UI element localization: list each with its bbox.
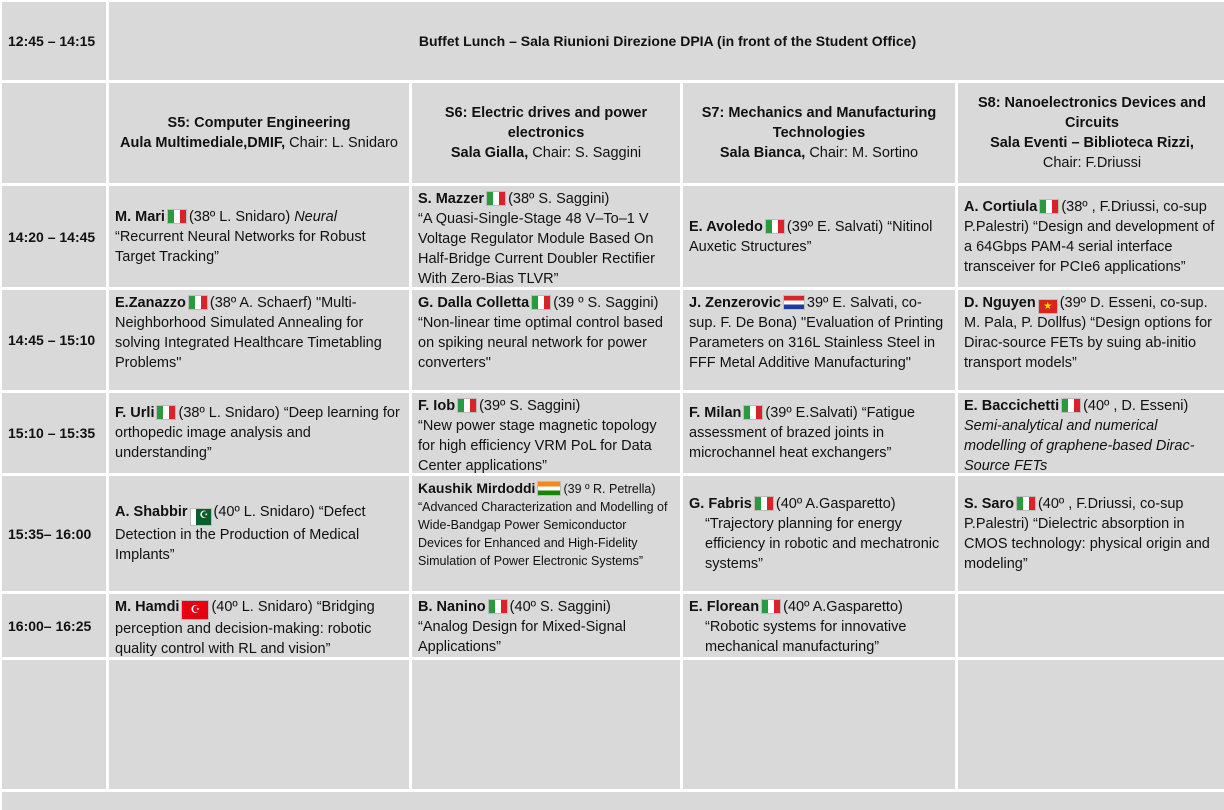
speaker-name: M. Mari [115,208,165,225]
session-title: S6: Electric drives and power electronics [444,105,648,141]
talk-cell [412,290,680,390]
italy-flag-icon [1062,399,1080,412]
session-room: Sala Bianca, [719,145,806,161]
session-title: S7: Mechanics and Manufacturing Technologies [701,105,937,141]
talk-info: (39º E. Salvati) [786,218,884,235]
talk-info: (39º E.Salvati) [765,405,858,421]
talk-cell [683,476,955,591]
talk-title: “Trajectory planning for energy efficiency in robotic and mechatronic systems” [705,515,940,572]
talk-info: (39º D. Esseni, co-sup. M. Pala, P. Dollfus) [964,295,1208,331]
talk-info: 39º E. Salvati, co-sup. F. De Bona) [689,295,922,331]
talk-info: (40º , F.Driussi, co-sup P.Palestri) [964,495,1184,532]
italy-flag-icon [755,497,773,510]
talk-cell [958,476,1224,591]
talk-cell [412,476,680,591]
time-cell: 15:35– 16:00 [2,476,106,591]
schedule-table [2,2,1220,798]
talk-title: “Advanced Characterization and Modelling of Wide-Bandgap Power Semiconductor Devices for Enhanced and High-Fidelity Simulation of Power Electronic Systems” [418,500,668,568]
talk-info: (40º A.Gasparetto) [783,599,903,615]
talk-info: (39 º S. Saggini) [553,295,659,311]
italy-flag-icon [744,406,762,419]
speaker-name: J. Zenzerovic [689,295,781,311]
session-header [683,83,955,183]
talk-title: "Evaluation of Printing Parameters on 316L Stainless Steel in FFF Metal Additive Manufacturing" [689,315,944,371]
speaker-name: D. Nguyen [964,295,1036,311]
talk-cell [683,594,955,657]
talk-title: “Deep learning for orthopedic image analysis and understanding” [115,405,400,461]
italy-flag-icon [487,192,505,205]
talk-cell [109,594,409,657]
session-title: S8: Nanoelectronics Devices and Circuits [977,95,1207,131]
session-chair: Chair: L. Snidaro [285,135,398,151]
croatia-flag-icon [784,296,804,309]
talk-title: “Design options for Dirac-source FETs by suing ab-initio transport models” [964,315,1212,371]
session-header [958,83,1224,183]
talk-info: (40º , D. Esseni) [1083,398,1189,414]
talk-info: (38º S. Saggini) [508,191,610,207]
time-cell: 14:20 – 14:45 [2,186,106,287]
time-cell: 16:00– 16:25 [2,594,106,657]
lunch-banner: Buffet Lunch – Sala Riunioni Direzione DPIA (in front of the Student Office) [109,2,1224,80]
session-chair: Chair: S. Saggini [528,145,642,161]
italy-flag-icon [1040,200,1058,213]
italy-flag-icon [766,220,784,233]
talk-cell [958,186,1224,287]
time-cell: 15:10 – 15:35 [2,393,106,473]
speaker-name: F. Iob [418,398,456,414]
speaker-name: E.Zanazzo [115,295,186,311]
talk-title: “Robotic systems for innovative mechanical manufacturing” [705,619,907,655]
speaker-name: F. Urli [115,405,155,421]
talk-cell [958,290,1224,390]
talk-info: (39º S. Saggini) [479,398,581,414]
empty-cell [2,83,106,183]
talk-cell [109,476,409,591]
talk-title: “Design and development of a 64Gbps PAM-4 serial interface transceiver for PCIe6 applications” [964,218,1215,275]
speaker-name: G. Dalla Colletta [418,295,530,311]
speaker-name: S. Mazzer [418,191,485,207]
talk-cell [109,290,409,390]
speaker-name: E. Baccichetti [964,398,1060,414]
speaker-name: S. Saro [964,495,1014,512]
talk-title: “Bridging perception and decision-making: robotic quality control with RL and vision” [115,599,375,657]
talk-cell [683,186,955,287]
speaker-name: Kaushik Mirdoddi [418,480,536,496]
session-room: Sala Eventi – Biblioteca Rizzi, [990,135,1194,151]
empty-cell [958,660,1224,789]
talk-title: “New power stage magnetic topology for high efficiency VRM PoL for Data Center applications” [418,418,657,473]
speaker-name: M. Hamdi [115,599,180,615]
bottom-strip [2,792,1224,810]
italy-flag-icon [168,210,186,223]
talk-title: “Defect Detection in the Production of Medical Implants” [115,504,366,563]
empty-cell [683,660,955,789]
talk-info: (38º L. Snidaro) [178,405,280,421]
talk-cell [412,594,680,657]
talk-info: (40º A.Gasparetto) [775,495,896,512]
pakistan-flag-icon: ☪ [191,509,211,525]
talk-title: “Dielectric absorption in CMOS technology: physical origin and modeling” [964,515,1210,572]
italy-flag-icon [532,296,550,309]
empty-cell [109,660,409,789]
talk-cell [683,393,955,473]
italy-flag-icon [189,296,207,309]
time-cell: 12:45 – 14:15 [2,2,106,80]
speaker-name: F. Milan [689,405,742,421]
talk-cell [109,393,409,473]
session-chair: Chair: M. Sortino [805,145,919,161]
italy-flag-icon [458,399,476,412]
session-chair: Chair: F.Driussi [1042,155,1142,171]
time-cell: 14:45 – 15:10 [2,290,106,390]
italy-flag-icon [489,600,507,613]
speaker-name: G. Fabris [689,495,752,512]
italy-flag-icon [1017,497,1035,510]
speaker-name: E. Avoledo [689,218,763,235]
tunisia-flag-icon: ☪ [182,601,208,619]
empty-cell [412,660,680,789]
talk-cell [958,393,1224,473]
talk-info: (40º S. Saggini) [509,599,611,615]
talk-cell [412,186,680,287]
talk-info: (38º L. Snidaro) [188,208,291,225]
italy-flag-icon [762,600,780,613]
speaker-name: B. Nanino [418,599,486,615]
talk-cell [412,393,680,473]
speaker-name: A. Cortiula [964,198,1038,215]
session-header [109,83,409,183]
india-flag-icon [538,482,560,495]
talk-title: “Fatigue assessment of brazed joints in microchannel heat exchangers” [689,405,915,461]
talk-cell [109,186,409,287]
talk-title: “Non-linear time optimal control based on spiking neural network for power converters" [418,315,663,371]
speaker-name: A. Shabbir [115,504,188,520]
speaker-name: E. Florean [689,599,760,615]
talk-title: Semi-analytical and numerical modelling of graphene-based Dirac-Source FETs [964,418,1195,473]
vietnam-flag-icon: ★ [1039,300,1057,313]
talk-title: "Multi-Neighborhood Simulated Annealing for solving Integrated Healthcare Timetabling Problems" [115,295,382,371]
talk-title: “Analog Design for Mixed-Signal Applications” [418,619,626,655]
talk-title: “A Quasi-Single-Stage 48 V–To–1 V Voltage Regulator Module Based On Half-Bridge Current Doubler Rectifier With Zero-Bias TLVR” [418,211,655,287]
session-title: S5: Computer Engineering [167,115,351,131]
empty-cell [958,594,1224,657]
session-room: Aula Multimediale,DMIF, [119,135,286,151]
talk-info: (38º A. Schaerf) [209,295,312,311]
empty-cell [2,660,106,789]
session-header [412,83,680,183]
talk-info: (40º L. Snidaro) [211,599,313,615]
talk-extra: Neural [294,208,337,225]
italy-flag-icon [157,406,175,419]
talk-title: “Recurrent Neural Networks for Robust Target Tracking” [115,228,366,265]
talk-info: (39 º R. Petrella) [563,482,656,496]
talk-title: “Nitinol Auxetic Structures” [689,218,933,255]
talk-info: (40º L. Snidaro) [213,504,315,520]
talk-cell [683,290,955,390]
session-room: Sala Gialla, [450,145,529,161]
talk-info: (38º , F.Driussi, co-sup P.Palestri) [964,198,1207,235]
